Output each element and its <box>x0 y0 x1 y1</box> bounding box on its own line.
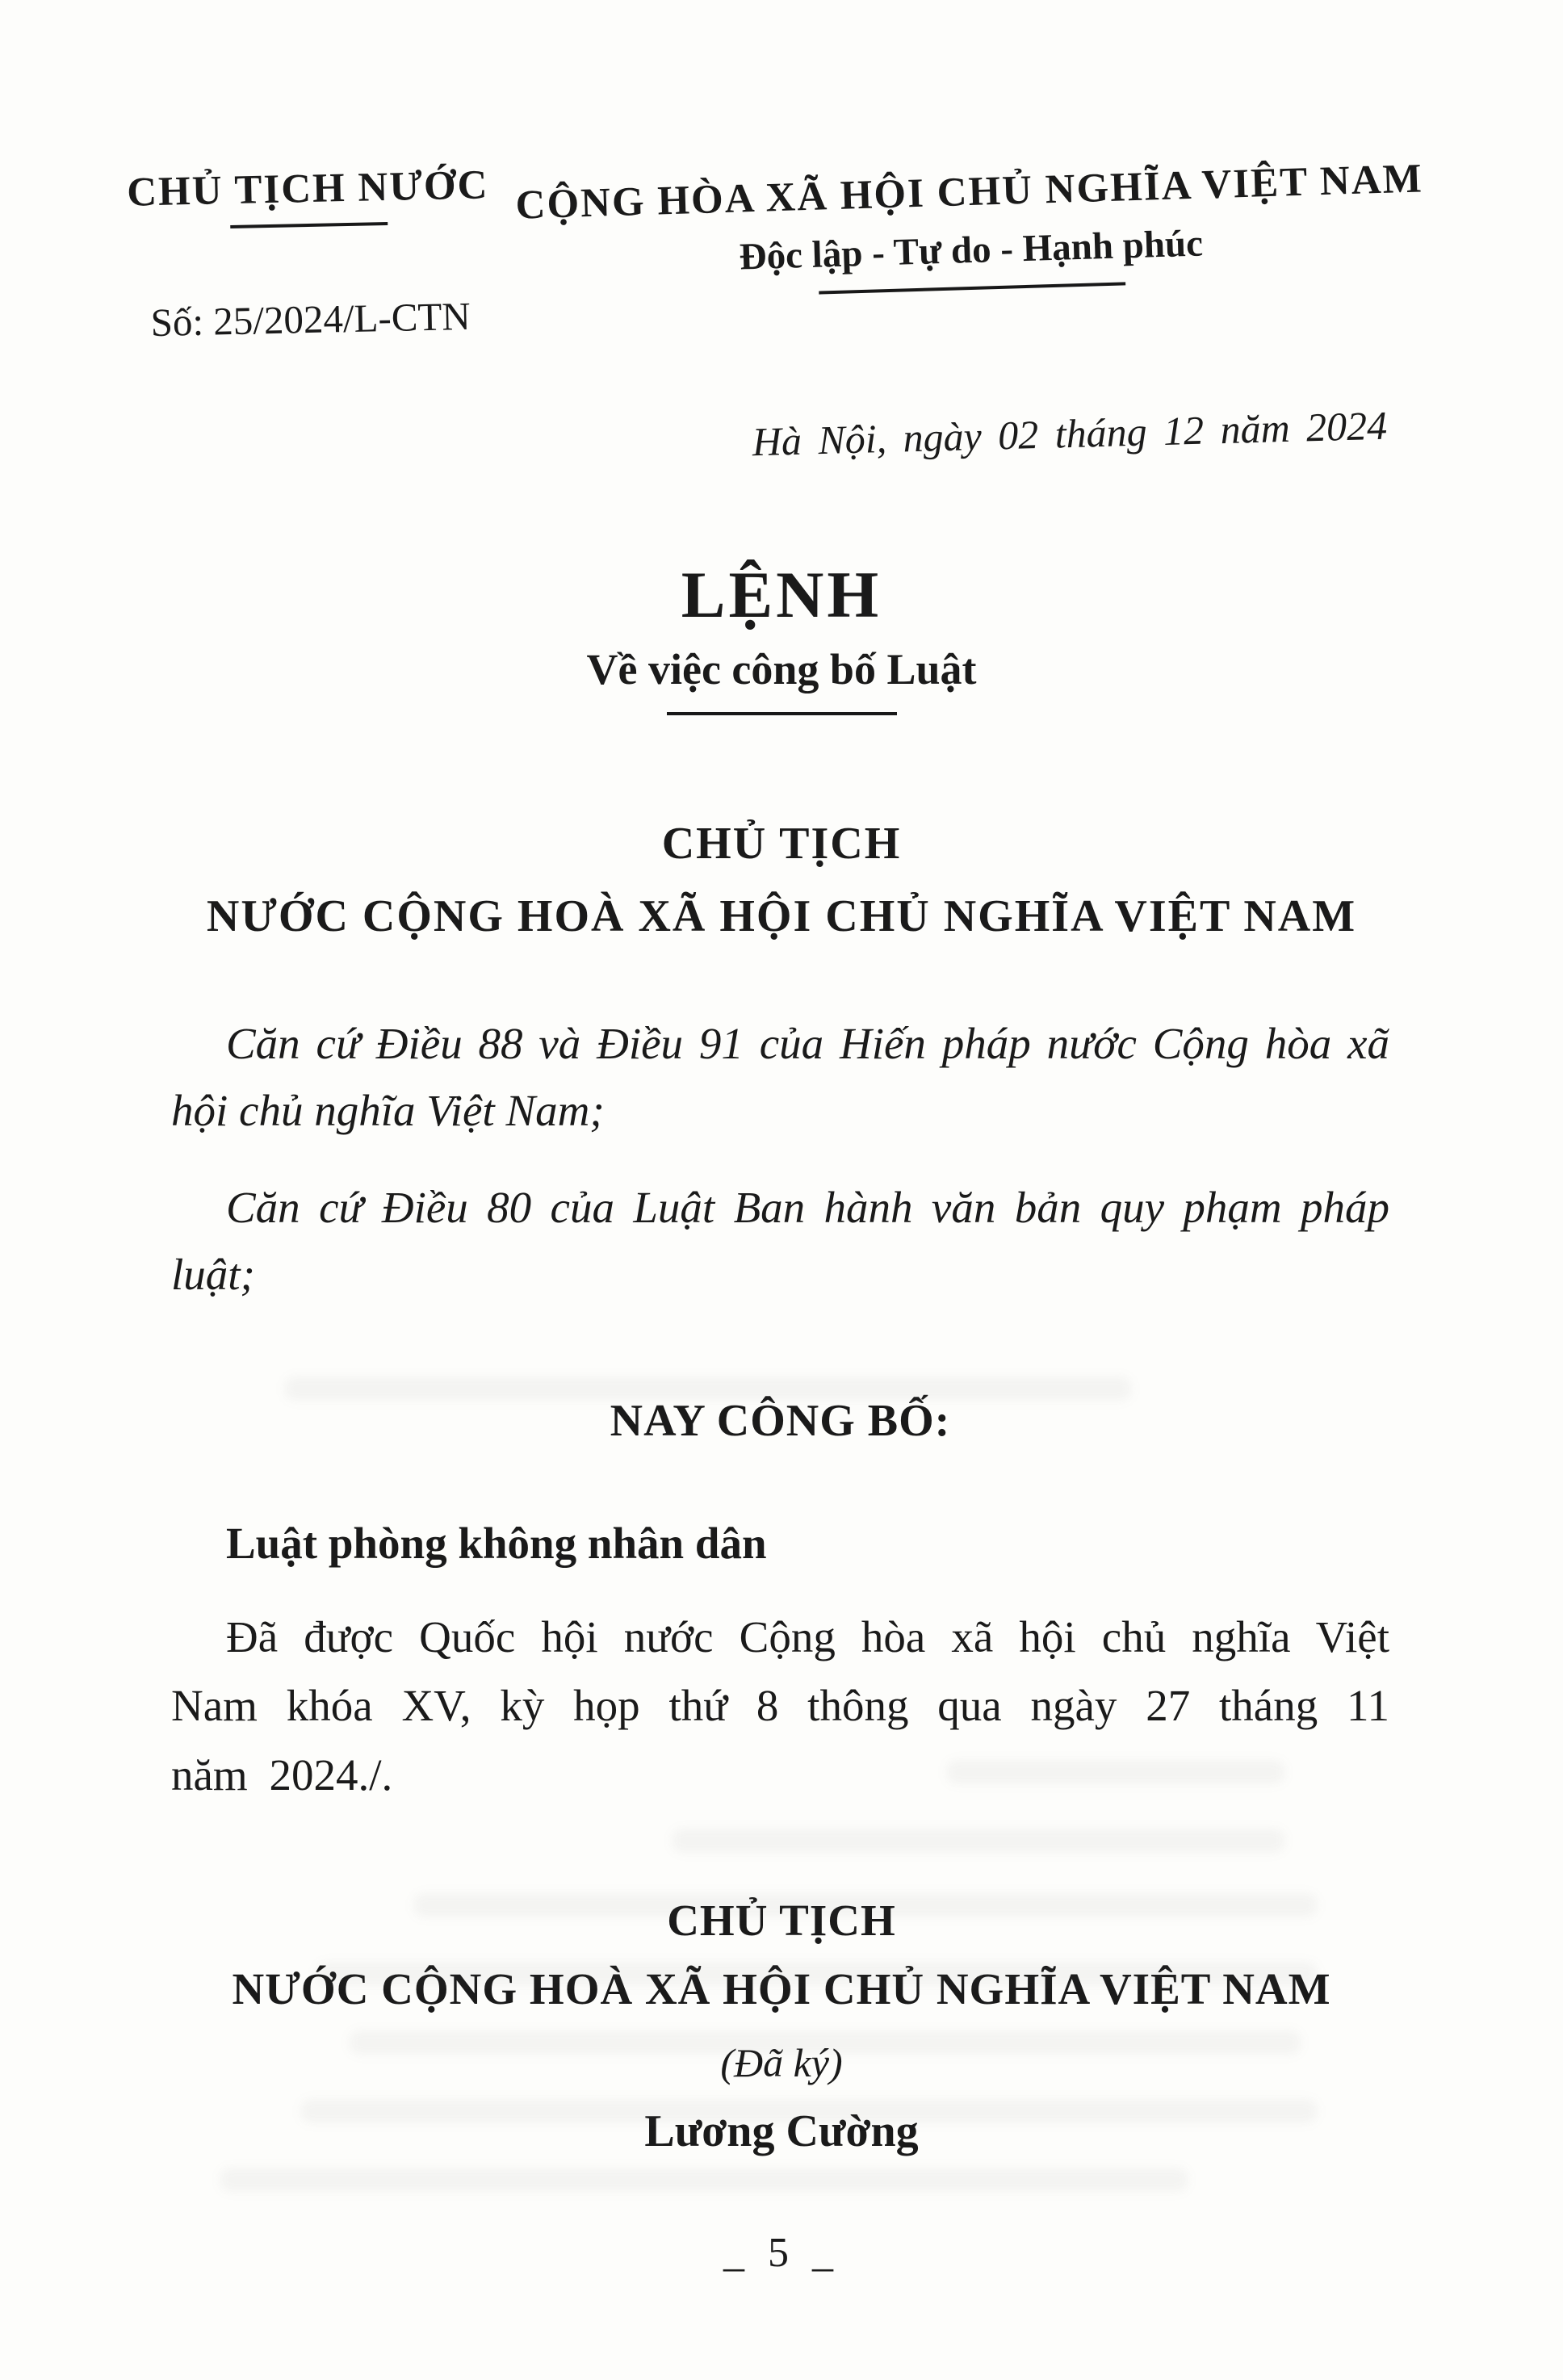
dateline: Hà Nội, ngày 02 tháng 12 năm 2024 <box>752 402 1388 465</box>
signed-annotation: (Đã ký) <box>720 2040 843 2086</box>
proclamation-paragraph: Đã được Quốc hội nước Cộng hòa xã hội chủ nghĩa Việt Nam khóa XV, kỳ họp thứ 8 thông qua ngày 27 tháng 11 năm 2024./. <box>171 1612 1389 1800</box>
country-name: CỘNG HÒA XÃ HỘI CHỦ NGHĨA VIỆT NAM <box>514 156 1424 228</box>
document-header <box>0 0 1563 346</box>
issuing-agency-block <box>126 161 492 346</box>
law-name: Luật phòng không nhân dân <box>226 1519 767 1569</box>
motto-underline <box>819 282 1125 294</box>
recital-paragraph: Căn cứ Điều 88 và Điều 91 của Hiến pháp nước Cộng hòa xã hội chủ nghĩa Việt Nam; <box>171 1019 1389 1135</box>
signer-name: Lương Cường <box>644 2106 919 2157</box>
national-motto: Độc lập - Tự do - Hạnh phúc <box>738 222 1204 279</box>
document-number: Số: 25/2024/L-CTN <box>150 293 471 346</box>
issuer-heading <box>0 808 1563 953</box>
agency-name: CHỦ TỊCH NƯỚC <box>126 162 489 216</box>
issuer-title-line: CHỦ TỊCH <box>661 819 902 869</box>
signature-country-line: NƯỚC CỘNG HOÀ XÃ HỘI CHỦ NGHĨA VIỆT NAM <box>232 1964 1331 2014</box>
proclamation-heading: NAY CÔNG BỐ: <box>610 1396 951 1447</box>
document-subtitle: Về việc công bố Luật <box>586 645 977 693</box>
issuer-country-line: NƯỚC CỘNG HOÀ XÃ HỘI CHỦ NGHĨA VIỆT NAM <box>206 890 1357 941</box>
agency-underline <box>230 222 388 228</box>
document-title: LỆNH <box>681 558 882 631</box>
page-number: _ 5 _ <box>723 2230 840 2276</box>
signature-block <box>0 1886 1563 2158</box>
national-heading-block <box>489 151 1452 304</box>
recital-paragraph: Căn cứ Điều 80 của Luật Ban hành văn bản quy phạm pháp luật; <box>171 1183 1389 1299</box>
subtitle-underline <box>667 712 897 715</box>
document-body <box>0 1011 1563 1809</box>
signature-title-line: CHỦ TỊCH <box>667 1895 896 1945</box>
